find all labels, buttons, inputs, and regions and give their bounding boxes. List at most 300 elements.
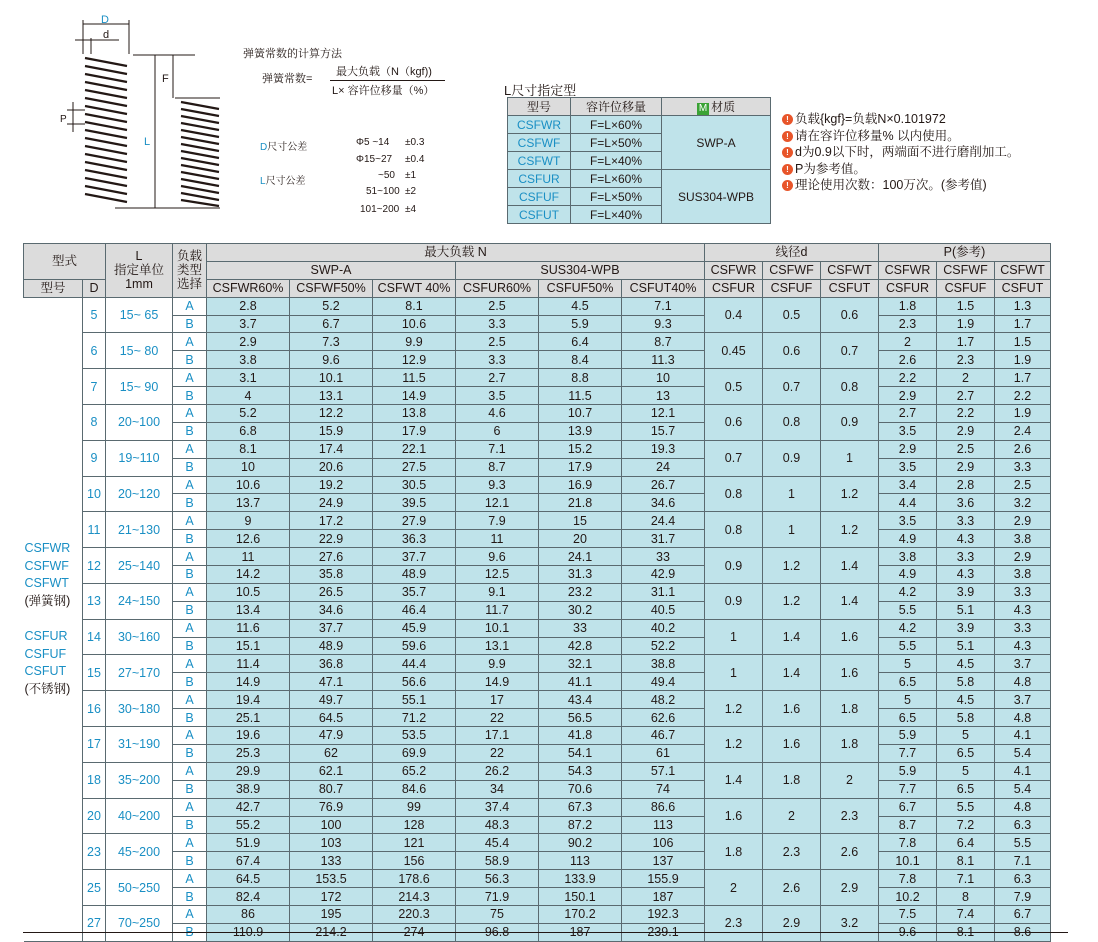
cell-wire-d: 1.4	[763, 655, 821, 691]
cell-p: 1.5	[995, 333, 1051, 351]
header-swpa: SWP-A	[207, 261, 456, 279]
cell-load-type: A	[173, 440, 207, 458]
cell-max-load: 10	[622, 369, 705, 387]
cell-p: 3.9	[937, 619, 995, 637]
cell-p: 3.3	[937, 512, 995, 530]
cell-L-range: 70~250	[106, 905, 173, 941]
table-row	[24, 548, 1051, 566]
cell-p: 2.4	[995, 422, 1051, 440]
cell-max-load: 195	[290, 905, 373, 923]
cell-wire-d: 0.6	[821, 297, 879, 333]
info-icon: !	[782, 180, 793, 191]
table-row	[24, 333, 1051, 351]
cell-max-load: 42.9	[622, 566, 705, 584]
cell-max-load: 48.3	[456, 816, 539, 834]
cell-wire-d: 0.6	[763, 333, 821, 369]
cell-p: 1.9	[995, 405, 1051, 423]
cell-p: 5.9	[879, 727, 937, 745]
lspec-model: CSFUT	[508, 206, 571, 224]
cell-max-load: 7.9	[456, 512, 539, 530]
cell-max-load: 42.8	[539, 637, 622, 655]
cell-wire-d: 0.9	[821, 405, 879, 441]
cell-load-type: B	[173, 888, 207, 906]
header-p-top: CSFWF	[937, 261, 995, 279]
cell-p: 6.7	[879, 798, 937, 816]
cell-max-load: 10.1	[290, 369, 373, 387]
cell-L-range: 15~ 65	[106, 297, 173, 333]
cell-max-load: 34.6	[290, 601, 373, 619]
cell-load-type: B	[173, 422, 207, 440]
cell-p: 3.4	[879, 476, 937, 494]
cell-load-type: B	[173, 315, 207, 333]
cell-wire-d: 2.9	[821, 870, 879, 906]
cell-max-load: 11.7	[456, 601, 539, 619]
d-tolerance-label: D尺寸公差	[260, 142, 308, 153]
cell-max-load: 4.5	[539, 297, 622, 315]
cell-p: 3.5	[879, 422, 937, 440]
cell-wire-d: 0.7	[821, 333, 879, 369]
cell-load-type: B	[173, 744, 207, 762]
cell-L-range: 31~190	[106, 727, 173, 763]
cell-max-load: 80.7	[290, 780, 373, 798]
cell-D: 9	[83, 440, 106, 476]
dim-d-label: d	[103, 29, 110, 41]
cell-p: 2.3	[937, 351, 995, 369]
cell-max-load: 3.1	[207, 369, 290, 387]
cell-max-load: 30.5	[373, 476, 456, 494]
cell-max-load: 42.7	[207, 798, 290, 816]
cell-wire-d: 1.6	[763, 727, 821, 763]
cell-max-load: 29.9	[207, 762, 290, 780]
cell-p: 2.3	[879, 315, 937, 333]
lspec-disp: F=L×60%	[571, 170, 662, 188]
cell-wire-d: 1	[821, 440, 879, 476]
cell-wire-d: 2.3	[821, 798, 879, 834]
cell-max-load: 5.9	[539, 315, 622, 333]
table-row	[24, 727, 1051, 745]
cell-max-load: 61	[622, 744, 705, 762]
cell-max-load: 47.9	[290, 727, 373, 745]
header-wire-bot: CSFUF	[763, 279, 821, 297]
cell-max-load: 12.6	[207, 530, 290, 548]
cell-wire-d: 2.3	[705, 905, 763, 941]
cell-wire-d: 0.9	[705, 548, 763, 584]
cell-p: 2.9	[879, 440, 937, 458]
cell-max-load: 239.1	[622, 923, 705, 941]
cell-max-load: 22.1	[373, 440, 456, 458]
cell-max-load: 17.4	[290, 440, 373, 458]
cell-max-load: 13.8	[373, 405, 456, 423]
cell-max-load: 65.2	[373, 762, 456, 780]
cell-max-load: 2.7	[456, 369, 539, 387]
cell-max-load: 46.4	[373, 601, 456, 619]
cell-max-load: 24.4	[622, 512, 705, 530]
cell-max-load: 84.6	[373, 780, 456, 798]
model-series-label: CSFUT	[24, 664, 67, 679]
cell-max-load: 10.5	[207, 583, 290, 601]
cell-p: 3.7	[995, 655, 1051, 673]
cell-L-range: 24~150	[106, 583, 173, 619]
d-tol-range-2: Φ15~27	[356, 154, 393, 165]
header-wire-top: CSFWF	[763, 261, 821, 279]
header-p-bot: CSFUF	[937, 279, 995, 297]
cell-p: 6.5	[879, 673, 937, 691]
cell-p: 4.5	[937, 691, 995, 709]
lspec-disp: F=L×50%	[571, 134, 662, 152]
cell-D: 13	[83, 583, 106, 619]
cell-max-load: 27.5	[373, 458, 456, 476]
cell-p: 5.1	[937, 601, 995, 619]
cell-max-load: 40.5	[622, 601, 705, 619]
cell-max-load: 46.7	[622, 727, 705, 745]
cell-p: 5.8	[937, 673, 995, 691]
cell-max-load: 17.9	[373, 422, 456, 440]
cell-p: 4.4	[879, 494, 937, 512]
cell-max-load: 31.3	[539, 566, 622, 584]
cell-load-type: A	[173, 369, 207, 387]
cell-load-type: A	[173, 870, 207, 888]
cell-max-load: 51.9	[207, 834, 290, 852]
cell-max-load: 23.2	[539, 583, 622, 601]
cell-max-load: 113	[539, 852, 622, 870]
cell-L-range: 21~130	[106, 512, 173, 548]
cell-max-load: 44.4	[373, 655, 456, 673]
cell-max-load: 75	[456, 905, 539, 923]
cell-max-load: 9.9	[373, 333, 456, 351]
cell-max-load: 3.3	[456, 351, 539, 369]
formula-title: 弹簧常数的计算方法	[243, 48, 342, 60]
cell-L-range: 30~160	[106, 619, 173, 655]
table-row	[24, 852, 1051, 870]
cell-p: 6.3	[995, 870, 1051, 888]
cell-wire-d: 3.2	[821, 905, 879, 941]
cell-wire-d: 1.4	[821, 583, 879, 619]
cell-max-load: 56.5	[539, 709, 622, 727]
cell-D: 11	[83, 512, 106, 548]
cell-load-type: B	[173, 387, 207, 405]
table-row	[24, 405, 1051, 423]
cell-p: 8.6	[995, 923, 1051, 941]
cell-p: 5.5	[879, 601, 937, 619]
cell-wire-d: 2	[821, 762, 879, 798]
cell-wire-d: 1.2	[821, 512, 879, 548]
cell-max-load: 172	[290, 888, 373, 906]
cell-p: 1.9	[995, 351, 1051, 369]
l-tolerance-label: L尺寸公差	[260, 176, 306, 187]
cell-max-load: 113	[622, 816, 705, 834]
cell-p: 10.1	[879, 852, 937, 870]
cell-max-load: 37.7	[373, 548, 456, 566]
cell-max-load: 11.5	[373, 369, 456, 387]
cell-wire-d: 2.6	[821, 834, 879, 870]
lspec-header-material: M 材质	[662, 98, 771, 116]
cell-max-load: 58.9	[456, 852, 539, 870]
cell-p: 4.2	[879, 619, 937, 637]
cell-max-load: 13.1	[456, 637, 539, 655]
cell-p: 5.5	[879, 637, 937, 655]
cell-p: 6.5	[937, 780, 995, 798]
cell-max-load: 10	[207, 458, 290, 476]
dim-D-label: D	[101, 14, 109, 26]
cell-p: 2.8	[937, 476, 995, 494]
cell-wire-d: 1.2	[763, 583, 821, 619]
cell-max-load: 220.3	[373, 905, 456, 923]
cell-load-type: B	[173, 852, 207, 870]
cell-max-load: 10.6	[373, 315, 456, 333]
cell-max-load: 40.2	[622, 619, 705, 637]
cell-p: 2.5	[937, 440, 995, 458]
cell-p: 3.8	[995, 566, 1051, 584]
cell-D: 27	[83, 905, 106, 941]
cell-max-load: 19.4	[207, 691, 290, 709]
d-tol-range-1: Φ5 ~14	[356, 137, 390, 148]
cell-p: 4.1	[995, 727, 1051, 745]
cell-wire-d: 1.8	[763, 762, 821, 798]
cell-D: 6	[83, 333, 106, 369]
header-sub: CSFWT 40%	[373, 279, 456, 297]
table-row	[24, 583, 1051, 601]
cell-max-load: 3.8	[207, 351, 290, 369]
cell-wire-d: 1.6	[763, 691, 821, 727]
note-item: ! d为0.9以下时，两端面不进行磨削加工。	[782, 144, 1019, 161]
cell-p: 6.4	[937, 834, 995, 852]
header-p-top: CSFWR	[879, 261, 937, 279]
model-series-label: CSFWF	[24, 558, 69, 573]
cell-p: 7.4	[937, 905, 995, 923]
cell-p: 1.7	[995, 315, 1051, 333]
cell-L-range: 27~170	[106, 655, 173, 691]
cell-p: 5	[879, 655, 937, 673]
cell-max-load: 35.7	[373, 583, 456, 601]
cell-max-load: 36.8	[290, 655, 373, 673]
cell-max-load: 41.1	[539, 673, 622, 691]
cell-max-load: 48.9	[373, 566, 456, 584]
cell-max-load: 9	[207, 512, 290, 530]
cell-p: 1.7	[937, 333, 995, 351]
cell-max-load: 19.3	[622, 440, 705, 458]
header-type: 型式	[24, 244, 106, 280]
cell-p: 5.5	[995, 834, 1051, 852]
cell-max-load: 214.3	[373, 888, 456, 906]
cell-D: 12	[83, 548, 106, 584]
cell-max-load: 15.2	[539, 440, 622, 458]
cell-p: 3.5	[879, 458, 937, 476]
cell-max-load: 22	[456, 744, 539, 762]
cell-max-load: 36.3	[373, 530, 456, 548]
cell-p: 8.1	[937, 923, 995, 941]
cell-max-load: 7.1	[456, 440, 539, 458]
cell-max-load: 13	[622, 387, 705, 405]
cell-max-load: 11	[456, 530, 539, 548]
cell-wire-d: 0.8	[705, 512, 763, 548]
cell-wire-d: 1.6	[821, 619, 879, 655]
cell-max-load: 128	[373, 816, 456, 834]
cell-max-load: 64.5	[207, 870, 290, 888]
cell-max-load: 31.1	[622, 583, 705, 601]
table-row	[24, 798, 1051, 816]
cell-p: 2.5	[995, 476, 1051, 494]
cell-wire-d: 0.7	[705, 440, 763, 476]
table-row	[24, 387, 1051, 405]
table-row	[24, 888, 1051, 906]
cell-max-load: 34.6	[622, 494, 705, 512]
cell-max-load: 56.6	[373, 673, 456, 691]
cell-p: 5.4	[995, 780, 1051, 798]
cell-max-load: 9.1	[456, 583, 539, 601]
cell-p: 7.7	[879, 744, 937, 762]
cell-max-load: 5.2	[290, 297, 373, 315]
cell-p: 6.3	[995, 816, 1051, 834]
cell-p: 3.2	[995, 494, 1051, 512]
cell-load-type: A	[173, 512, 207, 530]
cell-p: 6.5	[937, 744, 995, 762]
cell-p: 7.5	[879, 905, 937, 923]
note-item: ! P为参考值。	[782, 161, 1019, 178]
note-item: ! 理论使用次数：100万次。(参考值)	[782, 177, 1019, 194]
cell-max-load: 13.9	[539, 422, 622, 440]
spec-table	[23, 243, 1051, 942]
cell-max-load: 17.2	[290, 512, 373, 530]
cell-max-load: 17.1	[456, 727, 539, 745]
table-row	[24, 780, 1051, 798]
cell-max-load: 14.9	[456, 673, 539, 691]
cell-D: 20	[83, 798, 106, 834]
cell-p: 2	[937, 369, 995, 387]
l-tol-value-3: ±4	[405, 204, 417, 215]
cell-wire-d: 0.6	[705, 405, 763, 441]
header-sub: CSFWR60%	[207, 279, 290, 297]
l-tol-range-1: ~50	[378, 170, 395, 181]
cell-p: 1.5	[937, 297, 995, 315]
cell-D: 15	[83, 655, 106, 691]
cell-p: 2.9	[995, 548, 1051, 566]
cell-max-load: 62	[290, 744, 373, 762]
cell-p: 3.8	[879, 548, 937, 566]
cell-max-load: 13.7	[207, 494, 290, 512]
cell-wire-d: 1	[705, 619, 763, 655]
l-tol-range-3: 101~200	[360, 204, 400, 215]
cell-max-load: 137	[622, 852, 705, 870]
cell-load-type: A	[173, 905, 207, 923]
cell-max-load: 11.6	[207, 619, 290, 637]
cell-p: 4.9	[879, 530, 937, 548]
cell-max-load: 187	[539, 923, 622, 941]
cell-load-type: A	[173, 762, 207, 780]
cell-wire-d: 2.9	[763, 905, 821, 941]
cell-max-load: 54.3	[539, 762, 622, 780]
header-model: 型号	[24, 279, 83, 297]
cell-max-load: 90.2	[539, 834, 622, 852]
cell-p: 3.3	[937, 548, 995, 566]
cell-max-load: 10.7	[539, 405, 622, 423]
cell-wire-d: 1	[763, 512, 821, 548]
cell-max-load: 45.4	[456, 834, 539, 852]
formula-fraction-line	[330, 80, 445, 81]
lspec-disp: F=L×40%	[571, 152, 662, 170]
cell-D: 18	[83, 762, 106, 798]
header-sub: CSFUT40%	[622, 279, 705, 297]
cell-max-load: 3.5	[456, 387, 539, 405]
cell-p: 4.5	[937, 655, 995, 673]
cell-L-range: 19~110	[106, 440, 173, 476]
cell-max-load: 45.9	[373, 619, 456, 637]
lspec-model: CSFWR	[508, 116, 571, 134]
header-p-bot: CSFUR	[879, 279, 937, 297]
cell-p: 2.6	[879, 351, 937, 369]
cell-max-load: 22	[456, 709, 539, 727]
table-row	[24, 691, 1051, 709]
cell-max-load: 11	[207, 548, 290, 566]
table-row	[24, 351, 1051, 369]
cell-load-type: B	[173, 780, 207, 798]
model-series-label: CSFUR	[24, 629, 68, 643]
cell-p: 2.2	[995, 387, 1051, 405]
header-wire-top: CSFWT	[821, 261, 879, 279]
cell-max-load: 32.1	[539, 655, 622, 673]
cell-wire-d: 1	[763, 476, 821, 512]
lspec-table	[507, 97, 771, 224]
d-tol-value-2: ±0.4	[405, 154, 425, 165]
cell-max-load: 214.2	[290, 923, 373, 941]
cell-wire-d: 1.2	[763, 548, 821, 584]
table-row	[24, 422, 1051, 440]
l-tol-range-2: 51~100	[366, 186, 400, 197]
header-wire-bot: CSFUT	[821, 279, 879, 297]
cell-max-load: 13.1	[290, 387, 373, 405]
lspec-material: SWP-A	[662, 116, 771, 170]
cell-p: 4.8	[995, 798, 1051, 816]
cell-max-load: 2.8	[207, 297, 290, 315]
table-row	[24, 440, 1051, 458]
table-row	[24, 744, 1051, 762]
cell-wire-d: 1.6	[705, 798, 763, 834]
cell-p: 7.8	[879, 834, 937, 852]
header-D: D	[83, 279, 106, 297]
info-icon: !	[782, 114, 793, 125]
table-row	[24, 709, 1051, 727]
cell-max-load: 14.9	[207, 673, 290, 691]
cell-p: 4.3	[937, 566, 995, 584]
cell-wire-d: 0.9	[763, 440, 821, 476]
cell-L-range: 30~180	[106, 691, 173, 727]
dim-P-label: P	[60, 114, 67, 125]
cell-max-load: 11.4	[207, 655, 290, 673]
cell-max-load: 9.3	[456, 476, 539, 494]
cell-max-load: 17	[456, 691, 539, 709]
cell-p: 2.2	[937, 405, 995, 423]
cell-max-load: 178.6	[373, 870, 456, 888]
cell-p: 5.1	[937, 637, 995, 655]
cell-max-load: 6.4	[539, 333, 622, 351]
cell-load-type: A	[173, 405, 207, 423]
cell-p: 3.3	[995, 458, 1051, 476]
cell-max-load: 156	[373, 852, 456, 870]
info-icon: !	[782, 131, 793, 142]
cell-p: 2.9	[937, 422, 995, 440]
table-row	[24, 297, 1051, 315]
cell-max-load: 52.2	[622, 637, 705, 655]
cell-max-load: 12.5	[456, 566, 539, 584]
cell-D: 17	[83, 727, 106, 763]
cell-max-load: 16.9	[539, 476, 622, 494]
cell-p: 5.8	[937, 709, 995, 727]
cell-p: 4.3	[937, 530, 995, 548]
cell-max-load: 6	[456, 422, 539, 440]
cell-max-load: 133	[290, 852, 373, 870]
cell-max-load: 14.9	[373, 387, 456, 405]
dim-L-label: L	[144, 136, 151, 148]
cell-max-load: 6.8	[207, 422, 290, 440]
